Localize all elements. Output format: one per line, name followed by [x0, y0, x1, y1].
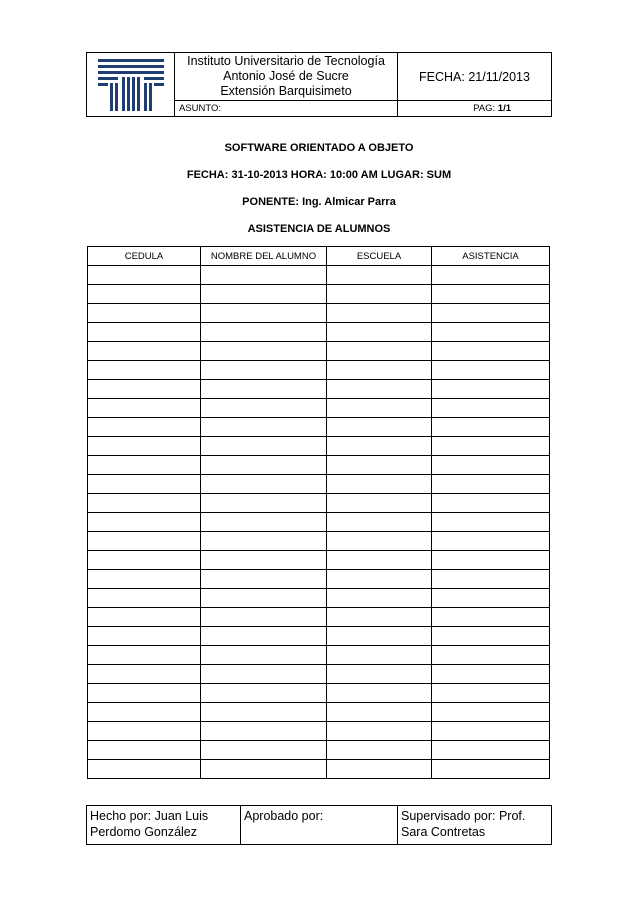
signature-footer: [86, 805, 552, 845]
column-header-asistencia: ASISTENCIA: [432, 247, 550, 266]
table-cell: [201, 570, 327, 589]
table-cell: [88, 513, 201, 532]
table-cell: [327, 684, 432, 703]
table-cell: [432, 418, 550, 437]
table-cell: [432, 589, 550, 608]
table-cell: [432, 456, 550, 475]
table-cell: [88, 608, 201, 627]
table-cell: [432, 266, 550, 285]
institution-line-3: Extensión Barquisimeto: [220, 84, 352, 98]
table-cell: [432, 494, 550, 513]
table-cell: [201, 589, 327, 608]
table-cell: [327, 608, 432, 627]
table-row: [88, 589, 550, 608]
table-cell: [327, 551, 432, 570]
table-cell: [432, 437, 550, 456]
table-cell: [201, 494, 327, 513]
table-cell: [327, 627, 432, 646]
attendance-table: [87, 246, 550, 779]
table-cell: [432, 361, 550, 380]
table-row: [88, 456, 550, 475]
institution-name: [175, 53, 398, 101]
approved-by: Aprobado por:: [241, 806, 398, 845]
table-cell: [201, 741, 327, 760]
table-cell: [432, 304, 550, 323]
table-cell: [432, 703, 550, 722]
table-cell: [327, 646, 432, 665]
table-cell: [201, 285, 327, 304]
table-cell: [432, 646, 550, 665]
table-cell: [201, 513, 327, 532]
course-title: SOFTWARE ORIENTADO A OBJETO: [224, 142, 414, 154]
page-value: 1/1: [497, 103, 511, 114]
table-cell: [201, 323, 327, 342]
table-cell: [432, 323, 550, 342]
column-header-escuela: ESCUELA: [327, 247, 432, 266]
table-cell: [88, 646, 201, 665]
table-cell: [88, 684, 201, 703]
table-row: [88, 418, 550, 437]
table-cell: [201, 646, 327, 665]
table-cell: [432, 627, 550, 646]
table-cell: [201, 342, 327, 361]
table-cell: [201, 361, 327, 380]
table-row: [88, 703, 550, 722]
table-row: [88, 608, 550, 627]
made-by: Hecho por: Juan Luis Perdomo González: [87, 806, 241, 845]
table-row: [88, 532, 550, 551]
table-cell: [88, 532, 201, 551]
table-cell: [432, 722, 550, 741]
table-cell: [327, 285, 432, 304]
table-cell: [327, 361, 432, 380]
table-cell: [201, 760, 327, 779]
table-cell: [88, 380, 201, 399]
table-row: [88, 399, 550, 418]
table-cell: [88, 342, 201, 361]
table-row: [88, 760, 550, 779]
table-row: [88, 665, 550, 684]
table-cell: [88, 323, 201, 342]
table-row: [88, 627, 550, 646]
table-cell: [88, 304, 201, 323]
table-row: [88, 285, 550, 304]
table-row: [88, 513, 550, 532]
table-cell: [327, 741, 432, 760]
speaker: PONENTE: Ing. Almicar Parra: [242, 196, 396, 208]
table-cell: [432, 741, 550, 760]
document-header: [86, 52, 552, 117]
table-cell: [432, 532, 550, 551]
table-cell: [327, 418, 432, 437]
institution-line-1: Instituto Universitario de Tecnología: [187, 54, 385, 68]
table-cell: [327, 570, 432, 589]
table-cell: [327, 703, 432, 722]
page-label: PAG:: [473, 103, 496, 114]
table-cell: [327, 437, 432, 456]
table-cell: [327, 266, 432, 285]
logo-icon: [96, 56, 166, 114]
table-cell: [201, 304, 327, 323]
table-cell: [88, 285, 201, 304]
institution-line-2: Antonio José de Sucre: [223, 69, 349, 83]
table-cell: [88, 266, 201, 285]
table-cell: [201, 437, 327, 456]
table-cell: [201, 722, 327, 741]
table-cell: [88, 551, 201, 570]
table-row: [88, 266, 550, 285]
table-cell: [432, 513, 550, 532]
table-cell: [201, 665, 327, 684]
column-header-cedula: CEDULA: [88, 247, 201, 266]
table-cell: [327, 513, 432, 532]
table-cell: [432, 551, 550, 570]
table-cell: [88, 437, 201, 456]
institution-logo: [87, 53, 175, 117]
table-cell: [88, 741, 201, 760]
table-cell: [432, 475, 550, 494]
table-cell: [201, 266, 327, 285]
table-cell: [201, 380, 327, 399]
table-row: [88, 323, 550, 342]
table-cell: [432, 760, 550, 779]
table-row: [88, 684, 550, 703]
section-title: ASISTENCIA DE ALUMNOS: [247, 223, 391, 235]
table-cell: [327, 760, 432, 779]
table-cell: [432, 342, 550, 361]
event-details: FECHA: 31-10-2013 HORA: 10:00 AM LUGAR: SUM: [186, 169, 452, 181]
table-cell: [201, 399, 327, 418]
table-cell: [201, 703, 327, 722]
table-cell: [88, 361, 201, 380]
table-cell: [88, 456, 201, 475]
table-cell: [88, 703, 201, 722]
table-cell: [88, 494, 201, 513]
table-cell: [327, 532, 432, 551]
table-row: [88, 342, 550, 361]
table-cell: [327, 665, 432, 684]
table-cell: [201, 456, 327, 475]
table-cell: [88, 627, 201, 646]
table-cell: [201, 627, 327, 646]
document-date: FECHA: 21/11/2013: [398, 53, 552, 101]
page-number: [398, 101, 552, 117]
table-row: [88, 494, 550, 513]
table-cell: [432, 380, 550, 399]
table-cell: [432, 285, 550, 304]
table-cell: [88, 475, 201, 494]
table-cell: [201, 684, 327, 703]
table-cell: [88, 665, 201, 684]
table-cell: [88, 589, 201, 608]
table-row: [88, 570, 550, 589]
table-row: [88, 551, 550, 570]
table-cell: [432, 608, 550, 627]
table-row: [88, 361, 550, 380]
table-cell: [432, 570, 550, 589]
table-cell: [327, 399, 432, 418]
table-row: [88, 437, 550, 456]
table-cell: [88, 399, 201, 418]
table-cell: [432, 665, 550, 684]
table-cell: [201, 532, 327, 551]
table-row: [88, 475, 550, 494]
subject-label: ASUNTO:: [175, 101, 398, 117]
table-cell: [327, 342, 432, 361]
table-cell: [432, 684, 550, 703]
table-cell: [88, 722, 201, 741]
table-cell: [327, 494, 432, 513]
table-cell: [201, 551, 327, 570]
table-cell: [201, 418, 327, 437]
document-titles: [86, 140, 552, 248]
table-cell: [327, 304, 432, 323]
supervised-by: Supervisado por: Prof. Sara Contretas: [398, 806, 552, 845]
table-cell: [327, 323, 432, 342]
table-row: [88, 722, 550, 741]
table-cell: [327, 475, 432, 494]
table-row: [88, 646, 550, 665]
table-row: [88, 380, 550, 399]
table-cell: [327, 456, 432, 475]
table-cell: [327, 380, 432, 399]
table-cell: [327, 589, 432, 608]
column-header-nombre: NOMBRE DEL ALUMNO: [201, 247, 327, 266]
table-cell: [201, 475, 327, 494]
table-cell: [201, 608, 327, 627]
table-row: [88, 304, 550, 323]
table-cell: [88, 418, 201, 437]
table-cell: [432, 399, 550, 418]
table-row: [88, 741, 550, 760]
attendance-rows: [88, 266, 550, 779]
table-cell: [88, 760, 201, 779]
table-cell: [327, 722, 432, 741]
table-cell: [88, 570, 201, 589]
